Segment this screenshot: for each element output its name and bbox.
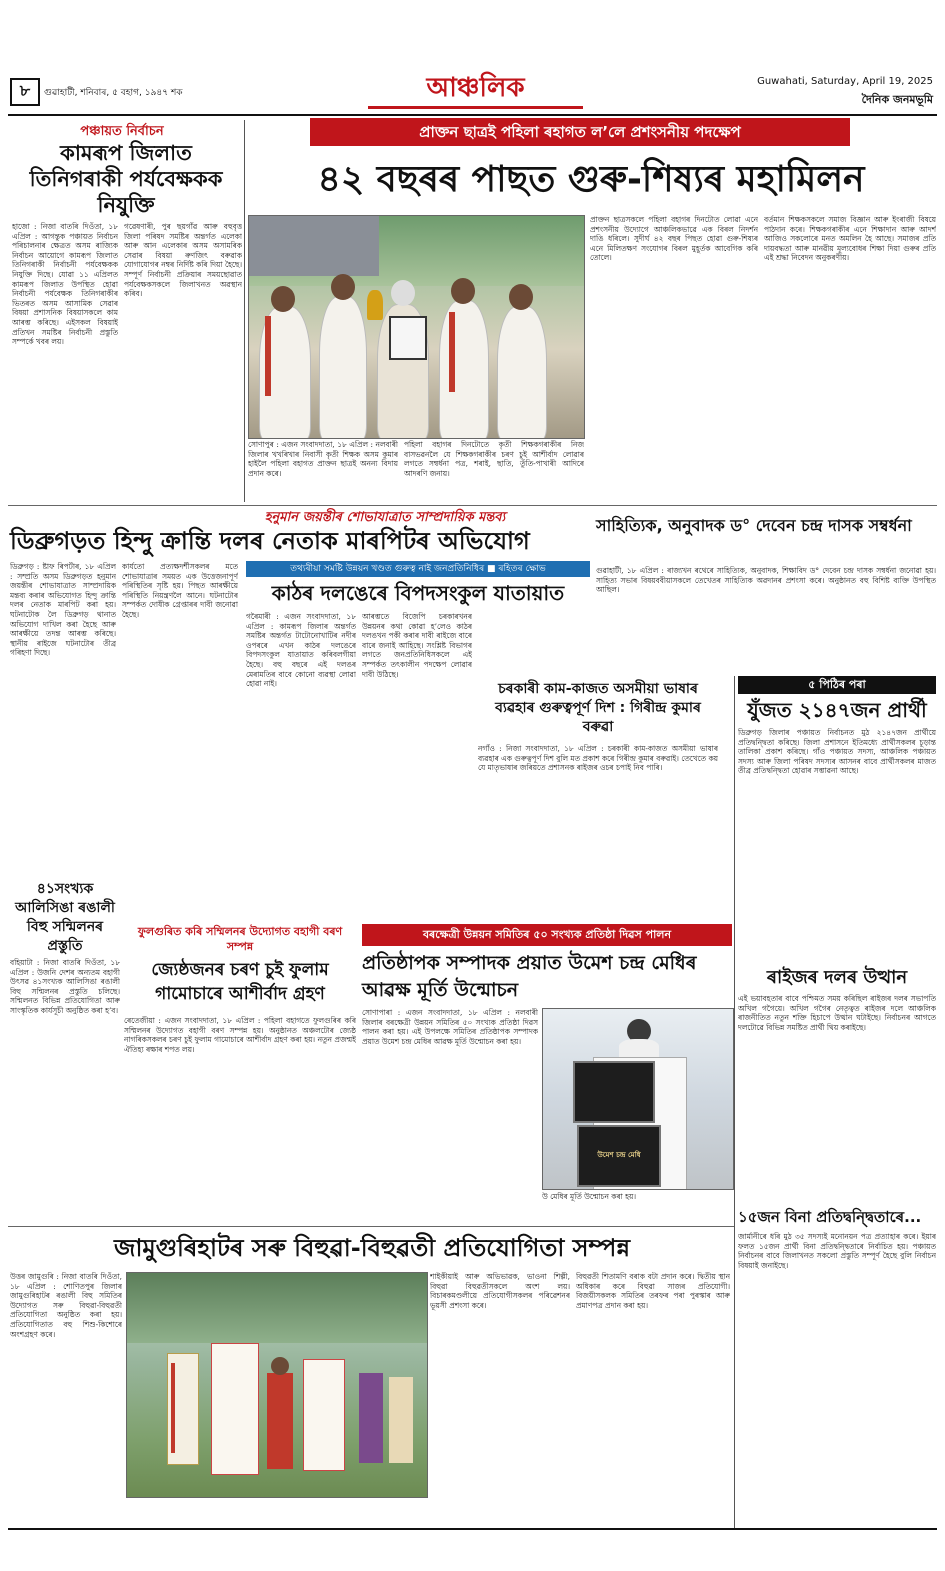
lead-kicker: প্ৰাক্তন ছাত্ৰই পহিলা ৰহাগত ল’লে প্ৰশংসনীয় পদক্ষেপ (310, 118, 850, 146)
plaque-name: উমেশ চন্দ্ৰ মেধি (597, 1151, 641, 1159)
umesh-headline: প্ৰতিষ্ঠাপক সম্পাদক প্ৰয়াত উমেশ চন্দ্ৰ মেধিৰ আৱক্ষ মূৰ্তি উন্মোচন (362, 952, 697, 1001)
dibrugarh-body2: কাৰ্যতো প্ৰত্যক্ষদৰ্শীসকলৰ মতে শোভাযাত্ৰাৰ সময়ত এক উত্তেজনাপূৰ্ণ পৰিস্থিতিৰ সৃষ্টি হয়। পিছত আৰক্ষীয়ে পৰিস্থিতি নিয়ন্ত্ৰণলৈ আনে। ঘটনাটোৰ সম্পৰ্কত দোষীক গ্ৰেপ্তাৰৰ দাবী জনোৱা হৈছে। (122, 562, 238, 619)
jamugurihat-body: উত্তৰ জামুগুৰি : নিজা বাতৰি দিওঁতা, ১৮ এপ্ৰিল : শোণিতপুৰ জিলাৰ জামুগুৰিহাটৰ ৰঙালী বিহু সমিতিৰ উদ্যোগত সৰু বিহুৱা-বিহুৱতী প্ৰতিযোগিতা অনুষ্ঠিত কৰা হয়। প্ৰতিযোগিতাত বহু শিশু-কিশোৰে অংশগ্ৰহণ কৰে। (10, 1272, 122, 1339)
photo-person (497, 306, 547, 439)
date-right: Guwahati, Saturday, April 19, 2025 (757, 76, 933, 87)
photo-person (319, 296, 367, 439)
lead-body-right: প্ৰাক্তন ছাত্ৰসকলে পহিলা বহাগৰ দিনটোত লোৱা এনে প্ৰশংসনীয় উদ্যোগে আঞ্চলিকভাৱে এক বিৰল নিদৰ্শন দাঙি ধৰিলে। সুদীৰ্ঘ ৪২ বছৰ পিছত হোৱা গুৰু-শিষ্যৰ এনে মিলিতক্ষণ সংযোগৰ বিৰল মুহূৰ্তক আবেগিক কৰি তোলে। (590, 215, 758, 263)
bihu-dancer (267, 1373, 293, 1469)
kamrup-body2: গৱেষণাৰী, পুৰ ছয়গাঁৱ আৰু বহুবৃত্ত জিলা পৰিষদ সমষ্টিৰ অন্তৰ্গত এলেকা আৰু আন এলেকাৰ অসম অসামৰিক সেৱাৰ বিষয়া ৰুণজিৎ বৰুৱাক যোগাযোগৰ নম্বৰ নিৰ্দিষ্ট কৰি দিয়া হৈছে। সম্পূৰ্ণ নিৰ্বাচনী প্ৰক্ৰিয়াৰ সময়ছোৱাত পৰ্যবেক্ষকসকলে জিলাখনত অৱস্থান কৰিব। (124, 222, 242, 299)
bihu-tree (127, 1273, 427, 1343)
bihu-dancer (389, 1377, 413, 1463)
bihu-gamocha (211, 1343, 259, 1475)
column-rule (734, 676, 735, 1528)
photo-gamocha (265, 316, 271, 396)
bihu-dancer (359, 1373, 383, 1463)
jyeshtha-body: ৰেতেজীয়া : এজন সংবাদদাতা, ১৮ এপ্ৰিল : পহিলা বহাগতে ফুলগুৰিৰ কৰি সম্মিলনৰ উদ্যোগত বহাগী বৰণ সম্পন্ন হয়। অনুষ্ঠানত অঞ্চলটোৰ জ্যেষ্ঠ নাগৰিকসকলৰ চৰণ চুই ফুলাম গামোচাৰে আশীৰ্বাদ গ্ৰহণ কৰা হয়। নতুন প্ৰজন্মই ঐতিহ্য ৰক্ষাৰ শপত লয়। (124, 1016, 356, 1054)
alisinga-body: বহিয়াটা : নিজা বাতৰি দিওঁতা, ১৮ এপ্ৰিল : উজনি দেশৰ অন্যতম বহাগী উৎসৱ ৪১সংখ্যক আলিসিঙা ৰঙালী বিহু সন্মিলনৰ প্ৰস্তুতি চলিছে। সন্মিলনত বিভিন্ন প্ৰতিযোগিতা আৰু সাংস্কৃতিক কাৰ্যসূচী অনুষ্ঠিত কৰা হ’ব। (10, 958, 120, 1015)
guru-shishya-photo (248, 215, 585, 439)
dibrugarh-headline: ডিব্ৰুগড়ত হিন্দু ক্ৰান্তি দলৰ নেতাক মাৰপিটৰ অভিযোগ (10, 527, 530, 555)
jamugurihat-body2: শাইকীয়াই আৰু অভিভাৱক, ভাওনা শিল্পী, বিহুৱা বিহুৱতীসকলে অংশ লয়। বিচাৰকমণ্ডলীয়ে প্ৰতিযোগীসকলৰ পৰিৱেশনৰ ভূয়সী প্ৰশংসা কৰে। (430, 1272, 570, 1310)
lead-caption: সোণাপুৰ : এজন সংবাদদাতা, ১৮ এপ্ৰিল : নলবাৰী জিলাৰ খখৰিখাৰ নিবাসী কৃতী শিক্ষক অসম কুমাৰ হাইলৈ পহিলা বহাগত প্ৰাক্তন ছাত্ৰই অনন্য বিদায় প্ৰদান কৰে। (248, 440, 398, 478)
masthead (8, 72, 937, 116)
side-box-headline: যুঁজত ২১৪৭জন প্ৰাৰ্থী (747, 698, 927, 722)
photo-head (509, 284, 533, 310)
footer-rule (8, 1528, 937, 1530)
column-rule (244, 120, 245, 502)
alisinga-headline: ৪১সংখ্যক আলিসিঙা ৰঙালী বিহু সন্মিলনৰ প্ৰস্তুতি (15, 881, 115, 954)
photo-certificate (389, 316, 427, 360)
side-box-body: ডিব্ৰুগড় জিলাৰ পঞ্চায়ত নিৰ্বাচনত মুঠ ২১৪৭জন প্ৰাৰ্থীয়ে প্ৰতিদ্বন্দ্বিতা কৰিছে। জিলা প্ৰশাসনে ইতিমধ্যে প্ৰাৰ্থীসকলৰ চূড়ান্ত তালিকা প্ৰকাশ কৰিছে। গাঁও পঞ্চায়ত সদস্য, আঞ্চলিক পঞ্চায়ত সদস্য আৰু জিলা পৰিষদ সদস্যৰ আসনৰ বাবে প্ৰাৰ্থীসকলৰ মাজত তীব্ৰ প্ৰতিদ্বন্দ্বিতা হোৱাৰ সম্ভাৱনা আছে। (738, 728, 936, 776)
sarkari-body: নগাঁও : নিজা সংবাদদাতা, ১৮ এপ্ৰিল : চৰকাৰী কাম-কাজত অসমীয়া ভাষাৰ ব্যৱহাৰ এক গুৰুত্বপূৰ্ণ দিশ বুলি মত প্ৰকাশ কৰে গিৰীন্দ্ৰ কুমাৰ বৰুৱাই। তেখেতে কয় যে মাতৃভাষাৰ জৰিয়তে প্ৰশাসনক ৰাইজৰ ওচৰ চপাই নিব পাৰি। (478, 744, 718, 773)
sahityik-body: গুৱাহাটী, ১৮ এপ্ৰিল : ৰাজ্যখন ৰথেৰে সাহিত্যিক, অনুবাদক, শিক্ষাবিদ ড° দেবেন চন্দ্ৰ দাসক সম্বৰ্ধনা জনোৱা হয়। সাহিত্য সভাৰ বিষয়ববীয়াসকলে তেখেতৰ সাহিত্যিক অৱদানৰ প্ৰশংসা কৰে। অনুষ্ঠানত বহু বিশিষ্ট ব্যক্তি উপস্থিত আছিল। (596, 566, 936, 595)
statue-caption: উ মেধিৰ মূৰ্তি উন্মোচন কৰা হয়। (542, 1192, 637, 1201)
umesh-body: সোণাপাৰা : এজন সংবাদদাতা, ১৮ এপ্ৰিল : নলবাৰী জিলাৰ বৰক্ষেত্ৰী উন্নয়ন সমিতিৰ ৫০ সংখ্যক প্ৰতিষ্ঠা দিৱস পালন কৰা হয়। এই উপলক্ষে সমিতিৰ প্ৰতিষ্ঠাপক সম্পাদক প্ৰয়াত উমেশ চন্দ্ৰ মেধিৰ আৱক্ষ মূৰ্তি উন্মোচন কৰা হয়। (362, 1008, 538, 1046)
photo-head (391, 280, 415, 306)
plaque (573, 1061, 655, 1123)
bihu-photo (126, 1272, 428, 1498)
tag-strip: তথ্যৰীয়া সমষ্টি উন্নয়ন খণ্ডত গুৰুত্ব নাই জনপ্ৰতিনিধিৰ ■ ৰহিতৰ ক্ষোভ (246, 561, 590, 577)
photo-head (271, 286, 295, 312)
fifteen-body: জাৰ্মানীৰে ধৰি মুঠ ৩৫ সদস্যই মনোনয়ন পত্ৰ প্ৰত্যাহাৰ কৰে। ইয়াৰ ফলত ১৫জন প্ৰাৰ্থী বিনা প্ৰতিদ্বন্দ্বিতাৰে নিৰ্বাচিত হয়। পঞ্চায়ত নিৰ্বাচনৰ বাবে জিলাখনত সকলো প্ৰস্তুতি সম্পূৰ্ণ হৈছে বুলি নিৰ্বাচন বিষয়াই জনাইছে। (738, 1232, 936, 1270)
phulguri-kicker: ফুলগুৰিত কৰি সম্মিলনৰ উদ্যোগত বহাগী বৰণ সম্পন্ন (137, 925, 343, 953)
photo-head (331, 274, 355, 300)
lead-body-far-right: বৰ্তমান শিক্ষকসকলে সমাজ বিজ্ঞান আৰু ইংৰাজী বিষয়ে পাঠদান কৰে। শিক্ষকগৰাকীৰ এনে শিক্ষাদান আৰু আদৰ্শ আজিও সকলোৰে মনত অমলিন হৈ আছে। সমাজৰ প্ৰতি দায়বদ্ধতা আৰু মানৱীয় মূল্যবোধৰ শিক্ষা দিয়া গুৰুৰ প্ৰতি এই শ্ৰদ্ধা নিবেদন অনুকৰণীয়। (764, 215, 936, 263)
statue-photo (542, 1008, 734, 1190)
kath-body2: আৰম্ভতে বিজেপি চৰকাৰখনৰ উন্নয়নৰ কথা কোৱা হ’লেও কাঠৰ দলঙখন পকী কৰাৰ দাবী ৰাইজে বাৰে বাৰে জনাই আহিছে। সংশ্লিষ্ট বিভাগৰ লগতে জনপ্ৰতিনিধিসকলে এই সম্পৰ্কত তৎকালীন পদক্ষেপ লোৱাৰ দাবী উঠিছে। (362, 612, 472, 679)
raijor-body: এই ভয়াবহতাৰ বাবে পশ্চিমত সময় কৰিছিল ৰাইজৰ দলৰ সভাপতি অখিল গগৈয়ে। অখিল গগৈৰ নেতৃত্বত ৰাইজৰ দলে আঞ্চলিক ৰাজনীতিত নতুন শক্তি হিচাপে উত্থান ঘটাইছে। নিৰ্বাচনৰ আগতে দলটোৱে বিভিন্ন সমষ্টিত প্ৰাৰ্থী থিয় কৰাইছে। (738, 994, 936, 1032)
paper-name: দৈনিক জনমভূমি (861, 93, 933, 106)
sarkari-headline: চৰকাৰী কাম-কাজত অসমীয়া ভাষাৰ ব্যৱহাৰ গুৰুত্বপূৰ্ণ দিশ : গিৰীন্দ্ৰ কুমাৰ বৰুৱা (495, 681, 701, 735)
jyeshtha-headline: জ্যেষ্ঠজনৰ চৰণ চুই ফুলাম গামোচাৰে আশীৰ্বাদ গ্ৰহণ (151, 960, 329, 1004)
side-box-label: ৫ পিঠিৰ পৰা (738, 676, 936, 694)
page-number: ৮ (10, 78, 40, 106)
bihu-dancer-sash (171, 1363, 175, 1453)
masthead-rule (8, 114, 937, 116)
plaque-2 (577, 1125, 661, 1187)
section-rule (8, 505, 937, 506)
kath-body: গৰৈমাৰী : এজন সংবাদদাতা, ১৮ এপ্ৰিল : কামৰূপ জিলাৰ অন্তৰ্গত সমষ্টিৰ অন্তৰ্গত টাটোনোখাটিৰ নদীৰ ওপৰৰে এখন কাঠৰ দলঙেৰে বিপদসংকুল যাতায়াত কৰিবলগীয়া হৈছে। বহু বছৰে এই দলঙৰ মেৰামতিৰ বাবে কোনো ব্যৱস্থা লোৱা হোৱা নাই। (246, 612, 356, 689)
section-logo: আঞ্চলিক (368, 72, 583, 109)
photo-roof (249, 216, 379, 276)
kamrup-headline: কামৰূপ জিলাত তিনিগৰাকী পৰ্যবেক্ষকক নিযুক্তি (29, 141, 223, 217)
statue-bust (619, 1039, 659, 1057)
raijor-headline: ৰাইজৰ দলৰ উত্থান (766, 967, 908, 988)
hanuman-banner: হনুমান জয়ন্তীৰ শোভাযাত্ৰাত সাম্প্ৰদায়িক মন্তব্য (264, 510, 506, 525)
photo-head (451, 278, 475, 304)
photo-person (439, 300, 489, 439)
photo-xorai (367, 290, 383, 320)
jamugurihat-body3: বিহুৱতী শিতামণি বৰাক বটা প্ৰদান কৰে। দ্বিতীয় স্থান অধিকাৰ কৰে বিহুৱা সাজৰ প্ৰতিযোগী। বিজয়ীসকলক সমিতিৰ তৰফৰ পৰা পুৰস্কাৰ আৰু প্ৰমাণপত্ৰ প্ৰদান কৰা হয়। (576, 1272, 730, 1310)
section-rule (8, 1226, 734, 1227)
jamugurihat-headline: জামুগুৰিহাটৰ সৰু বিহুৱা-বিহুৱতী প্ৰতিযোগিতা সম্পন্ন (113, 1234, 631, 1262)
date-left: গুৱাহাটী, শনিবাৰ, ৫ বহাগ, ১৯৪৭ শক (44, 88, 183, 98)
panchayat-kicker: পঞ্চায়ত নিৰ্বাচন (80, 124, 164, 139)
kath-headline: কাঠৰ দলঙেৰে বিপদসংকুল যাতায়াত (271, 581, 565, 605)
kamrup-body: হাজো : নিজা বাতৰি দিওঁতা, ১৮ এপ্ৰিল : আগন্তুক পঞ্চায়ত নিৰ্বাচন পৰিচালনাৰ ক্ষেত্ৰত অসম ৰাজ্যিক নিৰ্বাচন আয়োগে কামৰূপ জিলাত তিনিগৰাকী নিৰ্বাচনী পৰ্যবেক্ষকক নিযুক্তি দিছে। যোৱা ১১ এপ্ৰিলত কামৰূপ জিলাত উপস্থিত হোৱা নিৰ্বাচনী পৰ্যবেক্ষক তিনিগৰাকীৰ ভিতৰত অসম আসামিক সেৱাৰ বিষয়া প্ৰশাসনিক বিষয়াসকলে কাম আৰম্ভ কৰিছে। এইসকল বিষয়াই প্ৰতিখন সমষ্টিৰ নিৰ্বাচনী প্ৰস্তুতি সম্পৰ্কে খবৰ লয়। (12, 222, 118, 347)
photo-gamocha (449, 312, 455, 392)
dibrugarh-body: ডিব্ৰুগড় : ষ্টাফ ৰিপৰ্টাৰ, ১৮ এপ্ৰিল : সম্প্ৰতি অসম ডিব্ৰুগড়ত হনুমান জয়ন্তীৰ শোভাযাত্ৰাত সাম্প্ৰদায়িক মন্তব্য কৰাৰ অভিযোগত হিন্দু ক্ৰান্তি দলৰ নেতাক মাৰপিট কৰা হয়। ঘটনাটোক লৈ ডিব্ৰুগড় থানাত অভিযোগ দাখিল কৰা হৈছে আৰু আৰক্ষীয়ে তদন্ত আৰম্ভ কৰিছে। স্থানীয় ৰাইজে ঘটনাটোৰ তীব্ৰ গৰিহণা দিছে। (10, 562, 116, 658)
fifteen-headline: ১৫জন বিনা প্ৰতিদ্বন্দ্বিতাৰে... (738, 1208, 922, 1226)
sahityik-headline: সাহিত্যিক, অনুবাদক ড° দেবেন চন্দ্ৰ দাসক সম্বৰ্ধনা (596, 516, 912, 535)
lead-body-left: পহিলা বহাগৰ দিনটোতে কৃতী শিক্ষকগৰাকীৰ নিজ বাসভৱনলৈ যে শিক্ষকগৰাকীৰ চৰণ চুই আশীৰ্বাদ লোৱাৰ লগতে সম্বৰ্ধনা পত্ৰ, শৰাই, ছাতি, তুঁতি-পাখাৰী আদিৰে আদৰণি জনায়। (404, 440, 584, 478)
lead-headline: ৪২ বছৰৰ পাছত গুৰু-শিষ্যৰ মহামিলন (317, 159, 865, 200)
borkhetri-banner: বৰক্ষেত্ৰী উন্নয়ন সমিতিৰ ৫০ সংখ্যক প্ৰতিষ্ঠা দিৱস পালন (362, 924, 732, 946)
bihu-gamocha (303, 1359, 345, 1471)
bihu-dancer-head (271, 1357, 289, 1375)
